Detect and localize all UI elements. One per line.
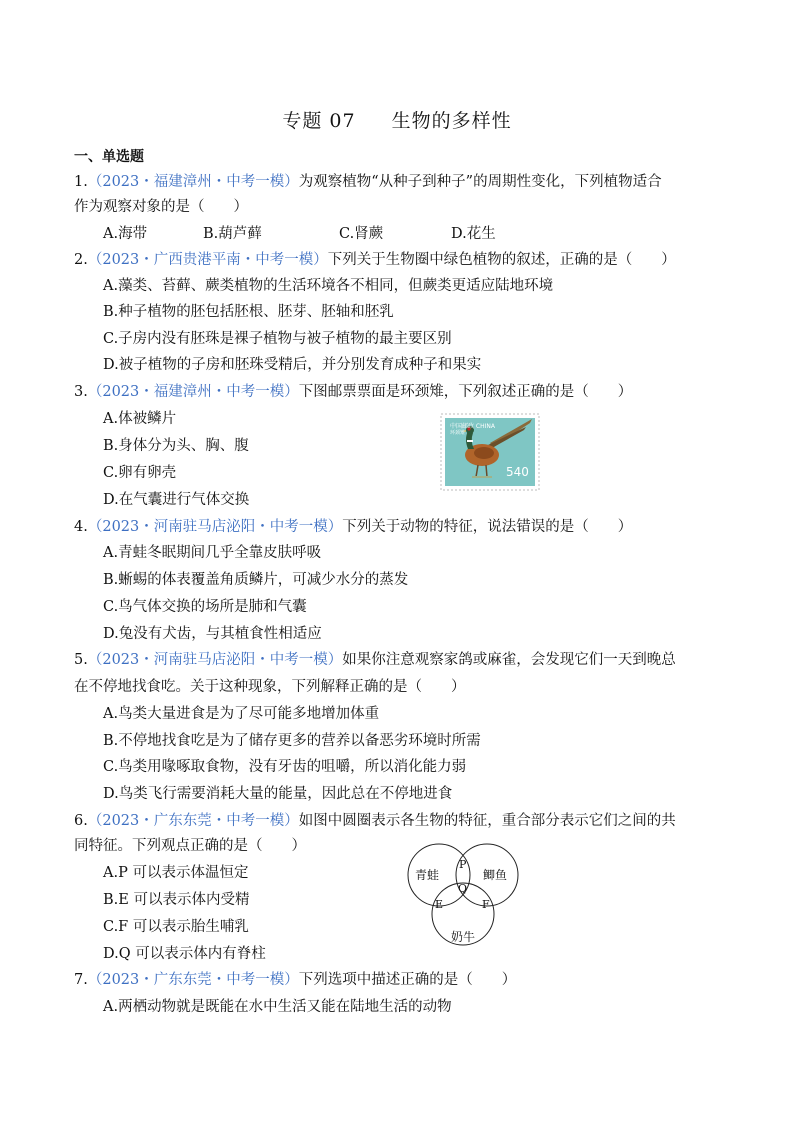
option-c: C.鸟类用喙啄取食物，没有牙齿的咀嚼，所以消化能力弱: [103, 759, 467, 775]
question-5: 5.（2023・河南驻马店泌阳・中考一模）如果你注意观察家鸽或麻雀，会发现它们一天到晚总: [74, 652, 676, 668]
question-source: （2023・广东东莞・中考一模）: [87, 972, 299, 988]
option-d: D.在气囊进行气体交换: [103, 492, 250, 508]
question-7: 7.（2023・广东东莞・中考一模）下列选项中描述正确的是（ ）: [74, 972, 517, 988]
option-c: C.肾蕨: [339, 226, 384, 242]
question-5-line2: 在不停地找食吃。关于这种现象，下列解释正确的是（ ）: [74, 679, 466, 695]
question-2: 2.（2023・广西贵港平南・中考一模）下列关于生物圈中绿色植物的叙述，正确的是（ ）: [74, 252, 676, 268]
venn-label-cow: 奶牛: [451, 930, 476, 944]
question-1-line2: 作为观察对象的是（ ）: [74, 199, 248, 215]
question-source: （2023・福建漳州・中考一模）: [87, 174, 299, 190]
option-d: D.被子植物的子房和胚珠受精后，并分别发育成种子和果实: [103, 357, 482, 373]
question-1-options: [103, 224, 496, 244]
question-6-line2: 同特征。下列观点正确的是（ ）: [74, 838, 306, 854]
venn-label-q: Q: [458, 882, 468, 895]
stamp-country: 中国邮政 CHINA: [450, 423, 495, 430]
option-d: D.Q 可以表示体内有脊柱: [103, 946, 266, 962]
pheasant-stamp-image: [440, 413, 540, 491]
option-d: D.花生: [451, 226, 496, 242]
question-6: 6.（2023・广东东莞・中考一模）如图中圆圈表示各生物的特征，重合部分表示它们之间的共: [74, 813, 676, 829]
option-a: A.鸟类大量进食是为了尽可能多地增加体重: [103, 706, 380, 722]
option-b: B.蜥蜴的体表覆盖角质鳞片，可减少水分的蒸发: [103, 572, 409, 588]
option-a: A.藻类、苔藓、蕨类植物的生活环境各不相同，但蕨类更适应陆地环境: [103, 278, 554, 294]
option-b: B.种子植物的胚包括胚根、胚芽、胚轴和胚乳: [103, 304, 394, 320]
question-source: （2023・河南驻马店泌阳・中考一模）: [87, 519, 343, 535]
option-c: C.子房内没有胚珠是裸子植物与被子植物的最主要区别: [103, 331, 452, 347]
option-d: D.兔没有犬齿，与其植食性相适应: [103, 626, 322, 642]
option-c: C.F 可以表示胎生哺乳: [103, 919, 249, 935]
option-a: A.青蛙冬眠期间几乎全靠皮肤呼吸: [103, 545, 322, 561]
venn-label-p: P: [459, 858, 467, 871]
stamp-value: 540: [506, 465, 529, 479]
option-a: A.海带: [103, 226, 148, 242]
option-c: C.卵有卵壳: [103, 465, 177, 481]
venn-diagram: [404, 838, 524, 950]
option-b: B.E 可以表示体内受精: [103, 892, 250, 908]
option-d: D.鸟类飞行需要消耗大量的能量，因此总在不停地进食: [103, 786, 453, 802]
option-a: A.P 可以表示体温恒定: [103, 865, 249, 881]
venn-label-frog: 青蛙: [415, 868, 440, 882]
page-title: [0, 106, 794, 133]
question-source: （2023・河南驻马店泌阳・中考一模）: [87, 652, 343, 668]
section-heading: 一、单选题: [74, 149, 144, 165]
question-1: 1.（2023・福建漳州・中考一模）为观察植物“从种子到种子”的周期性变化，下列植物适合: [74, 174, 662, 190]
question-source: （2023・福建漳州・中考一模）: [87, 384, 299, 400]
stamp-caption: 环颈雉: [450, 430, 466, 436]
title-topic-name: 生物的多样性: [391, 110, 512, 132]
venn-label-f: F: [482, 898, 490, 911]
venn-label-e: E: [435, 898, 444, 911]
option-a: A.体被鳞片: [103, 411, 177, 427]
option-c: C.鸟气体交换的场所是肺和气囊: [103, 599, 307, 615]
venn-label-carp: 鲫鱼: [483, 868, 508, 882]
question-source: （2023・广西贵港平南・中考一模）: [87, 252, 328, 268]
title-topic-number: 专题 07: [282, 110, 356, 132]
option-b: B.身体分为头、胸、腹: [103, 438, 249, 454]
question-4: 4.（2023・河南驻马店泌阳・中考一模）下列关于动物的特征，说法错误的是（ ）: [74, 519, 633, 535]
option-a: A.两栖动物就是既能在水中生活又能在陆地生活的动物: [103, 999, 452, 1015]
question-3: 3.（2023・福建漳州・中考一模）下图邮票票面是环颈雉，下列叙述正确的是（ ）: [74, 384, 633, 400]
option-b: B.葫芦藓: [203, 226, 262, 242]
option-b: B.不停地找食吃是为了储存更多的营养以备恶劣环境时所需: [103, 733, 481, 749]
question-source: （2023・广东东莞・中考一模）: [87, 813, 299, 829]
